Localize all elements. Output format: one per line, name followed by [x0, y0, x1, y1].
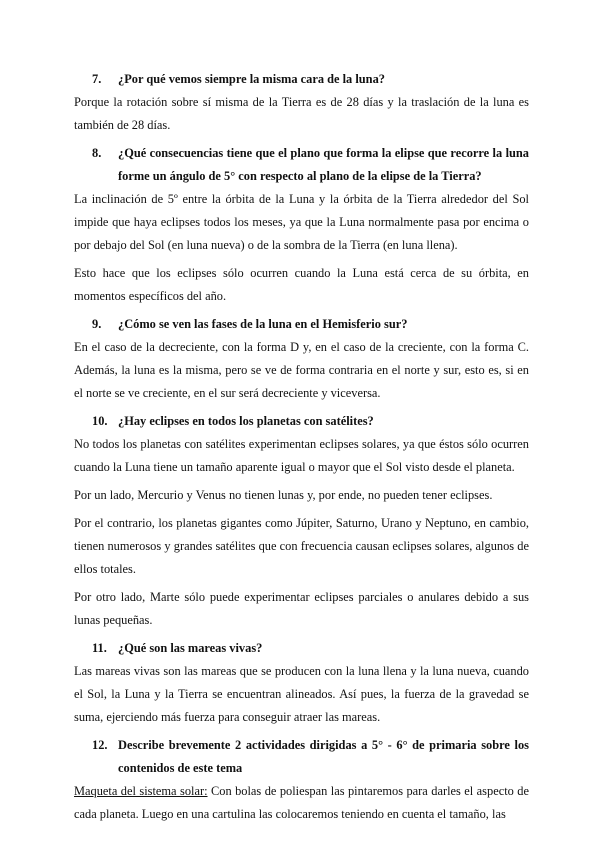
question-11-heading: [74, 637, 529, 660]
activity-label: Maqueta del sistema solar:: [74, 784, 208, 798]
question-title: ¿Por qué vemos siempre la misma cara de la luna?: [118, 72, 385, 86]
answer-paragraph: Por un lado, Mercurio y Venus no tienen lunas y, por ende, no pueden tener eclipses.: [74, 488, 493, 502]
question-number: 9.: [92, 317, 102, 331]
question-number: 12.: [92, 738, 108, 752]
answer-paragraph: La inclinación de 5º entre la órbita de la Luna y la órbita de la Tierra alrededor del Sol impide que haya eclipses todos los meses, ya que la Luna normalmente pasa por encima o por debajo del Sol (en luna nueva) o de la sombra de la Tierra (en luna llena).: [74, 192, 529, 252]
answer-paragraph: Porque la rotación sobre sí misma de la Tierra es de 28 días y la traslación de la luna es también de 28 días.: [74, 95, 529, 132]
question-title: ¿Cómo se ven las fases de la luna en el Hemisferio sur?: [118, 317, 408, 331]
document-page: [74, 60, 529, 826]
question-8-heading: [74, 142, 529, 188]
question-title: ¿Qué consecuencias tiene que el plano que forma la elipse que recorre la luna forme un ángulo de 5° con respecto al plano de la elipse de la Tierra?: [118, 146, 529, 183]
question-number: 11.: [92, 641, 107, 655]
activity-paragraph: [74, 780, 529, 826]
answer-paragraph: Esto hace que los eclipses sólo ocurren cuando la Luna está cerca de su órbita, en momentos específicos del año.: [74, 266, 529, 303]
question-number: 8.: [92, 146, 102, 160]
question-9-heading: [74, 313, 529, 336]
answer-paragraph: No todos los planetas con satélites experimentan eclipses solares, ya que éstos sólo ocurren cuando la Luna tiene un tamaño aparente igual o mayor que el Sol visto desde el planeta.: [74, 437, 529, 474]
question-12-heading: [74, 734, 529, 780]
question-number: 7.: [92, 72, 102, 86]
question-title: Describe brevemente 2 actividades dirigidas a 5° - 6° de primaria sobre los contenidos de este tema: [118, 738, 529, 775]
activity-text: Con bolas de poliespan las pintaremos para darles el aspecto de cada planeta. Luego en una cartulina las colocaremos teniendo en cuenta el tamaño, las: [74, 784, 529, 821]
question-title: ¿Qué son las mareas vivas?: [118, 641, 263, 655]
question-7-heading: [74, 68, 529, 91]
answer-paragraph: Por otro lado, Marte sólo puede experimentar eclipses parciales o anulares debido a sus lunas pequeñas.: [74, 590, 529, 627]
answer-paragraph: En el caso de la decreciente, con la forma D y, en el caso de la creciente, con la forma C. Además, la luna es la misma, pero se ve de forma contraria en el norte y sur, esto es, si en el norte se ve creciente, en el sur será decreciente y viceversa.: [74, 340, 529, 400]
answer-paragraph: Por el contrario, los planetas gigantes como Júpiter, Saturno, Urano y Neptuno, en cambio, tienen numerosos y grandes satélites que con frecuencia causan eclipses solares, algunos de ellos totales.: [74, 516, 529, 576]
question-title: ¿Hay eclipses en todos los planetas con satélites?: [118, 414, 374, 428]
question-number: 10.: [92, 414, 108, 428]
question-10-heading: [74, 410, 529, 433]
answer-paragraph: Las mareas vivas son las mareas que se producen con la luna llena y la luna nueva, cuando el Sol, la Luna y la Tierra se encuentran alineados. Así pues, la fuerza de la gravedad se suma, ejerciendo más fuerza para conseguir atraer las mareas.: [74, 664, 529, 724]
